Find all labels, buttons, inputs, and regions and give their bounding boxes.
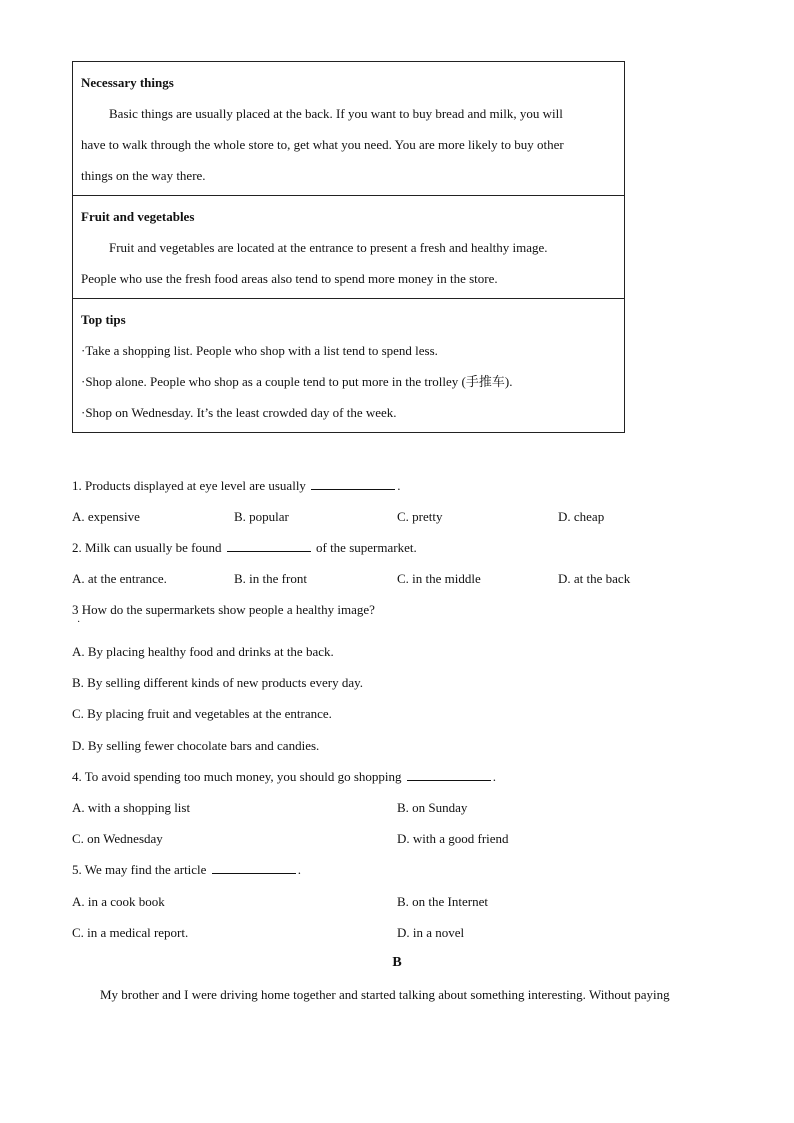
option-a: A. By placing healthy food and drinks at the back. xyxy=(72,644,334,659)
option-b: B. on the Internet xyxy=(397,894,488,909)
info-table xyxy=(72,61,625,433)
option-d: D. cheap xyxy=(558,509,605,524)
option-d: D. By selling fewer chocolate bars and candies. xyxy=(72,738,320,753)
option-a: A. with a shopping list xyxy=(72,800,191,815)
option-b: B. popular xyxy=(234,509,289,524)
option-d: D. with a good friend xyxy=(397,831,509,846)
option-d: D. in a novel xyxy=(397,925,465,940)
option-c: C. pretty xyxy=(397,509,443,524)
option-b: B. in the front xyxy=(234,571,307,586)
section-b-heading: B xyxy=(392,955,402,970)
question-5 xyxy=(72,861,301,879)
answer-blank xyxy=(227,539,311,552)
option-d: D. at the back xyxy=(558,571,631,586)
section-line: Basic things are usually placed at the back. If you want to buy bread and milk, you will xyxy=(109,106,563,121)
section-necessary-things xyxy=(73,67,624,196)
section-b-first-line: My brother and I were driving home together and started talking about something interesting. Without paying xyxy=(100,987,670,1002)
section-fruit-vegetables xyxy=(73,201,624,299)
question-4 xyxy=(72,768,496,786)
option-b: B. on Sunday xyxy=(397,800,468,815)
section-line: ·Take a shopping list. People who shop with a list tend to spend less. xyxy=(81,343,438,358)
question-2 xyxy=(72,539,417,557)
question-text: 4. To avoid spending too much money, you should go shopping xyxy=(72,769,402,784)
stray-mark: · xyxy=(77,617,81,628)
answer-blank xyxy=(407,768,491,781)
section-line: have to walk through the whole store to, get what you need. You are more likely to buy other xyxy=(81,137,564,152)
question-text-end: . xyxy=(492,769,496,784)
section-title: Top tips xyxy=(81,312,126,327)
question-text-end: . xyxy=(297,862,301,877)
section-line: Fruit and vegetables are located at the entrance to present a fresh and healthy image. xyxy=(109,240,548,255)
answer-blank xyxy=(212,861,296,874)
section-line: People who use the fresh food areas also tend to spend more money in the store. xyxy=(81,271,498,286)
question-text: 1. Products displayed at eye level are usually xyxy=(72,478,306,493)
section-title: Fruit and vegetables xyxy=(81,209,195,224)
option-c: C. in a medical report. xyxy=(72,925,189,940)
option-b: B. By selling different kinds of new products every day. xyxy=(72,675,363,690)
question-text: 5. We may find the article xyxy=(72,862,207,877)
option-c: C. By placing fruit and vegetables at the entrance. xyxy=(72,706,332,721)
option-c: C. on Wednesday xyxy=(72,831,163,846)
answer-blank xyxy=(311,477,395,490)
option-c: C. in the middle xyxy=(397,571,481,586)
section-line: things on the way there. xyxy=(81,168,206,183)
question-text: 2. Milk can usually be found xyxy=(72,540,222,555)
option-a: A. expensive xyxy=(72,509,140,524)
option-a: A. at the entrance. xyxy=(72,571,167,586)
question-3: 3 How do the supermarkets show people a healthy image? xyxy=(72,602,375,617)
section-line: ·Shop alone. People who shop as a couple tend to put more in the trolley (手推车). xyxy=(81,374,513,389)
question-1 xyxy=(72,477,400,495)
section-top-tips xyxy=(73,304,624,428)
question-text-end: . xyxy=(397,478,401,493)
question-text-end: of the supermarket. xyxy=(315,540,417,555)
option-a: A. in a cook book xyxy=(72,894,165,909)
section-line: ·Shop on Wednesday. It’s the least crowded day of the week. xyxy=(81,405,397,420)
section-title: Necessary things xyxy=(81,75,174,90)
